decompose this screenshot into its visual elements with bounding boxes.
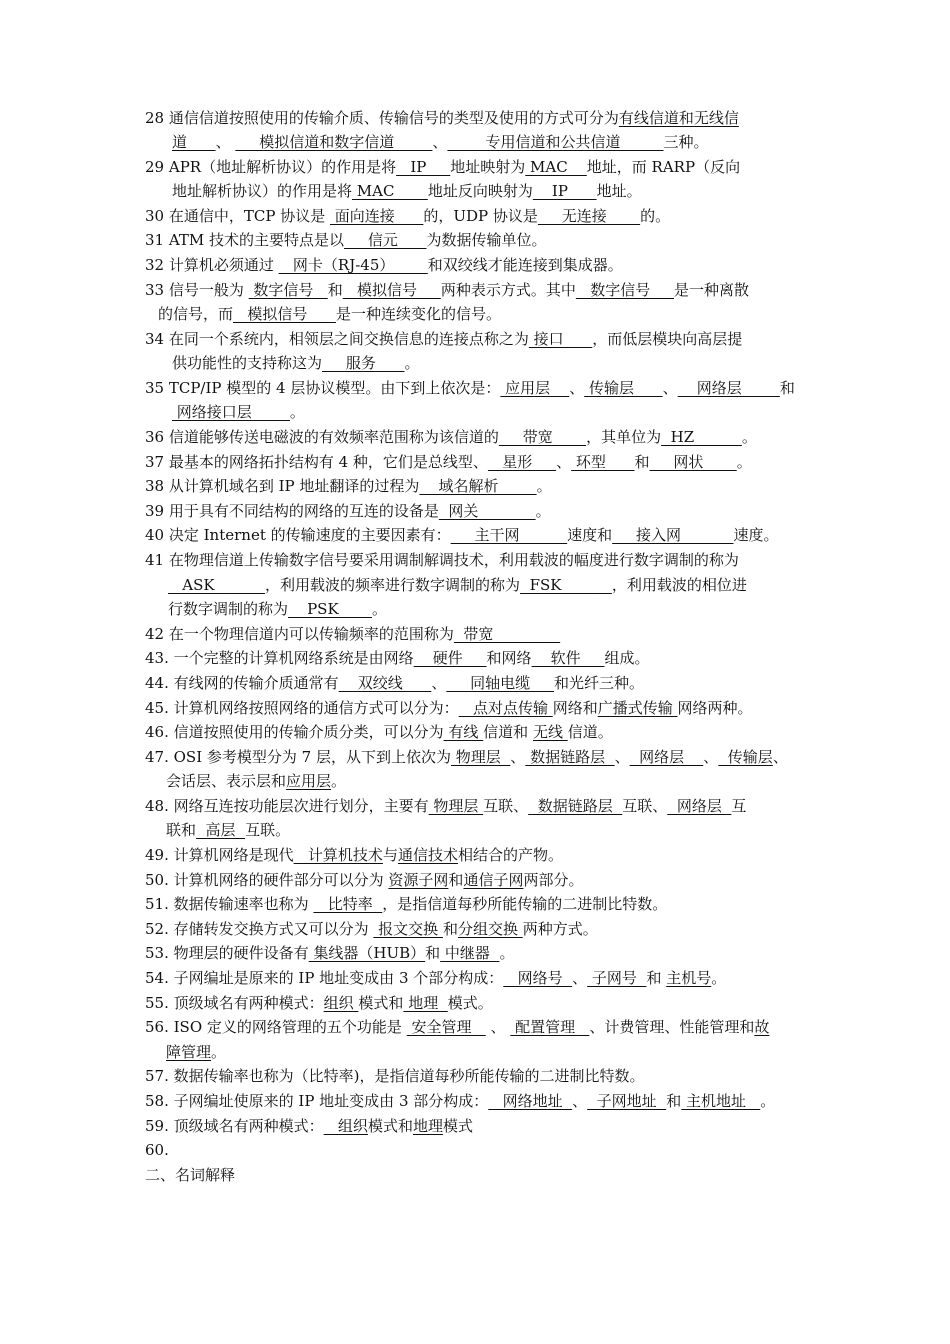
answer-blank: 子网地址 — [587, 1092, 667, 1110]
question-text: 模式和 — [367, 1117, 413, 1135]
text-line — [0, 376, 950, 400]
text-line — [0, 1114, 950, 1138]
answer-blank: 网络接口层 — [172, 403, 290, 421]
question-text: 会话层、表示层和 — [166, 772, 287, 790]
answer-blank: 故 — [754, 1018, 770, 1036]
answer-blank: 数字信号 — [575, 281, 675, 299]
text-line — [0, 155, 950, 179]
answer-blank: 服务 — [322, 354, 405, 372]
question-text: 39 用于具有不同结构的网络的互连的设备是 — [145, 502, 439, 520]
answer-blank: 应用层 — [500, 379, 570, 397]
question-text: 为数据传输单位。 — [426, 231, 547, 249]
text-line — [0, 991, 950, 1015]
text-line — [0, 278, 950, 302]
question-text: 联和 — [166, 821, 197, 839]
answer-blank: 带宽 — [453, 625, 561, 643]
answer-blank: 有线信道和无线信 — [618, 109, 739, 127]
answer-blank: ASK _ — [168, 576, 266, 594]
text-line — [0, 253, 950, 277]
question-text: 信道和 — [483, 723, 533, 741]
answer-blank: 主干网 — [450, 526, 568, 544]
question-text: 供功能性的支持称这为 — [172, 354, 323, 372]
question-text: 。 — [404, 354, 420, 372]
answer-blank: 广播式传输 — [597, 699, 678, 717]
question-text: 、 — [703, 748, 719, 766]
answer-blank: 数据链路层 — [528, 797, 623, 815]
answer-blank: 主机地址 — [681, 1092, 761, 1110]
text-line — [0, 843, 950, 867]
question-text: 两种表示方式。其中 — [440, 281, 576, 299]
answer-blank: 通信技术 — [397, 846, 458, 864]
question-text: 地址，而 RARP（反向 — [586, 158, 741, 176]
question-text: 地址。 — [596, 182, 642, 200]
question-text: 42 在一个物理信道内可以传输频率的范围称为 — [145, 625, 454, 643]
answer-blank: 计算机技术 — [293, 846, 383, 864]
question-text: 网络和 — [552, 699, 598, 717]
question-text: 60. — [145, 1141, 169, 1159]
question-text: 和 — [425, 944, 441, 962]
answer-blank: 分组交换 — [457, 920, 523, 938]
text-line — [0, 450, 950, 474]
question-text: ，其单位为 — [586, 428, 662, 446]
question-text: ，利用载波的相位进 — [611, 576, 747, 594]
text-line — [0, 523, 950, 547]
answer-blank: 比特率 — [313, 895, 383, 913]
question-text: 。 — [289, 403, 305, 421]
answer-blank: 模拟信号 — [233, 305, 336, 323]
question-text: 、 — [772, 748, 788, 766]
question-text: 34 在同一个系统内，相领层之间交换信息的连接点称之为 — [145, 330, 529, 348]
question-text: 模式。 — [447, 994, 493, 1012]
answer-blank: 配置管理 — [510, 1018, 590, 1036]
question-text: 35 TCP/IP 模型的 4 层协议模型。由下到上依次是： — [145, 379, 501, 397]
answer-blank: 物理层 — [450, 748, 511, 766]
question-text: 、 — [215, 133, 236, 151]
text-line — [0, 966, 950, 990]
question-text: 43. 一个完整的计算机网络系统是由网络 — [145, 649, 414, 667]
question-text: 的信号，而 — [158, 305, 234, 323]
text-line — [0, 622, 950, 646]
text-line — [0, 204, 950, 228]
text-line — [0, 917, 950, 941]
question-text: 速度和 — [567, 526, 613, 544]
text-line — [0, 130, 950, 154]
question-text: 40 决定 Internet 的传输速度的主要因素有： — [145, 526, 451, 544]
question-text: 50. 计算机网络的硬件部分可以分为 — [145, 871, 389, 889]
question-text: 37 最基本的网络拓扑结构有 4 种，它们是总线型、 — [145, 453, 488, 471]
question-text: 和 — [442, 920, 458, 938]
question-text: 、 — [431, 674, 447, 692]
question-text: 。 — [211, 1043, 227, 1061]
answer-blank: 软件 — [531, 649, 605, 667]
text-line — [0, 1138, 950, 1162]
answer-blank: 地理 — [412, 1117, 443, 1135]
text-line — [0, 597, 950, 621]
question-text: 。 — [741, 428, 757, 446]
question-text: 56. ISO 定义的网络管理的五个功能是 — [145, 1018, 407, 1036]
question-text: 57. 数据传输率也称为（比特率)，是指信道每秒所能传输的二进制比特数。 — [145, 1067, 645, 1085]
question-text: 和光纤三种。 — [554, 674, 645, 692]
answer-blank: 无连接 — [537, 207, 641, 225]
answer-blank: 硬件 — [413, 649, 487, 667]
question-text: 互 — [731, 797, 747, 815]
question-text: 的。 — [640, 207, 671, 225]
question-text: 三种。 — [663, 133, 709, 151]
question-text: 45. 计算机网络按照网络的通信方式可以分为： — [145, 699, 459, 717]
answer-blank: 通信子网 — [463, 871, 524, 889]
question-text: 是一种连续变化的信号。 — [335, 305, 501, 323]
text-line — [0, 499, 950, 523]
question-text: 信道。 — [567, 723, 613, 741]
question-text: 、 — [662, 379, 678, 397]
question-text: 58. 子网编址使原来的 IP 地址变成由 3 部分构成： — [145, 1092, 489, 1110]
text-line — [0, 941, 950, 965]
question-text: 速度。 — [733, 526, 779, 544]
answer-blank: 集线器（HUB） — [308, 944, 426, 962]
question-text: 36 信道能够传送电磁波的有效频率范围称为该信道的 — [145, 428, 499, 446]
text-line — [0, 671, 950, 695]
question-text: 互联、 — [483, 797, 529, 815]
text-line — [0, 228, 950, 252]
question-text: 模式 — [442, 1117, 473, 1135]
answer-blank: 有线 — [443, 723, 484, 741]
question-text: 。 — [711, 969, 727, 987]
question-text: 和双绞线才能连接到集成器。 — [427, 256, 623, 274]
answer-blank: 组织 — [323, 1117, 368, 1135]
question-text: 二、名词解释 — [145, 1166, 236, 1184]
answer-blank: 主机号 — [666, 969, 712, 987]
question-text: 和 — [666, 1092, 682, 1110]
answer-blank: 障管理 — [166, 1043, 212, 1061]
answer-blank: MAC — [352, 182, 428, 200]
answer-blank: 域名解析 — [419, 477, 537, 495]
question-text: 的，UDP 协议是 — [423, 207, 538, 225]
text-line — [0, 302, 950, 326]
answer-blank: 网络层 — [677, 379, 780, 397]
answer-blank: 高层 — [196, 821, 246, 839]
text-line — [0, 794, 950, 818]
question-text: 。 — [535, 502, 551, 520]
question-text: 59. 顶级域名有两种模式： — [145, 1117, 324, 1135]
question-text: 地址解析协议）的作用是将 — [172, 182, 353, 200]
question-text: 相结合的产物。 — [457, 846, 563, 864]
question-text: 54. 子网编址是原来的 IP 地址变成由 3 个部分构成： — [145, 969, 504, 987]
question-text: 和 — [779, 379, 795, 397]
answer-blank: 无线 — [532, 723, 568, 741]
answer-blank: 模拟信号 — [342, 281, 441, 299]
text-line — [0, 745, 950, 769]
question-text: 网络两种。 — [677, 699, 753, 717]
answer-blank: 带宽 — [498, 428, 587, 446]
question-text: 、 — [572, 969, 588, 987]
answer-blank: MAC — [525, 158, 587, 176]
question-text: 地址反向映射为 — [427, 182, 533, 200]
question-text: 和 — [448, 871, 464, 889]
question-text: 、 — [432, 133, 448, 151]
answer-blank: 安全管理 — [406, 1018, 486, 1036]
text-line — [0, 425, 950, 449]
answer-blank: HZ — [661, 428, 742, 446]
answer-blank: IP — [396, 158, 451, 176]
answer-blank: 模拟信道和数字信道 — [235, 133, 433, 151]
question-text: 两部分。 — [523, 871, 584, 889]
question-text: 和 — [327, 281, 343, 299]
text-line — [0, 720, 950, 744]
text-line — [0, 646, 950, 670]
question-text: 、 — [556, 453, 572, 471]
question-text: 。 — [499, 944, 515, 962]
answer-blank: 点对点传输 — [458, 699, 553, 717]
answer-blank: FSK _ — [520, 576, 612, 594]
question-text: 38 从计算机域名到 IP 地址翻译的过程为 — [145, 477, 420, 495]
answer-blank: 组织 — [323, 994, 359, 1012]
answer-blank: 网状 — [649, 453, 737, 471]
answer-blank: 报文交换 — [373, 920, 443, 938]
question-text: 互联、 — [622, 797, 668, 815]
question-text: 、 — [569, 379, 585, 397]
answer-blank: 网卡（RJ-45） — [278, 256, 428, 274]
text-line — [0, 1163, 950, 1187]
answer-blank: 接入网 — [612, 526, 734, 544]
text-line — [0, 548, 950, 572]
question-text: 、 — [485, 1018, 511, 1036]
question-text: 49. 计算机网络是现代 — [145, 846, 294, 864]
question-text: 和 — [646, 969, 667, 987]
text-line — [0, 106, 950, 130]
text-line — [0, 892, 950, 916]
question-text: 48. 网络互连按功能层次进行划分，主要有 — [145, 797, 429, 815]
text-line — [0, 818, 950, 842]
question-text: 32 计算机必须通过 — [145, 256, 279, 274]
answer-blank: 星形 — [487, 453, 557, 471]
answer-blank: 数字信号 — [248, 281, 328, 299]
question-text: 组成。 — [604, 649, 650, 667]
question-text: 地址映射为 — [450, 158, 526, 176]
answer-blank: 同轴电缆 — [446, 674, 555, 692]
text-line — [0, 400, 950, 424]
answer-blank: 专用信道和公共信道 — [447, 133, 664, 151]
text-line — [0, 474, 950, 498]
answer-blank: 双绞线 — [338, 674, 432, 692]
question-text: 互联。 — [245, 821, 291, 839]
answer-blank: PSK — [288, 600, 373, 618]
question-text: 29 APR（地址解析协议）的作用是将 — [145, 158, 397, 176]
answer-blank: 网络层 — [667, 797, 732, 815]
question-text: 是一种离散 — [674, 281, 750, 299]
answer-blank: 网络号 — [503, 969, 573, 987]
answer-blank: 网关 — [438, 502, 536, 520]
answer-blank: 接口 — [528, 330, 593, 348]
question-text: 模式和 — [358, 994, 404, 1012]
answer-blank: 传输层 — [718, 748, 773, 766]
text-line — [0, 696, 950, 720]
answer-blank: 面向连接 — [329, 207, 424, 225]
question-text: ，利用载波的频率进行数字调制的称为 — [265, 576, 521, 594]
question-text: 。 — [331, 772, 347, 790]
text-line — [0, 1089, 950, 1113]
answer-blank: 物理层 — [428, 797, 484, 815]
text-line — [0, 1015, 950, 1039]
text-line — [0, 1040, 950, 1064]
answer-blank: IP — [532, 182, 597, 200]
question-text: 53. 物理层的硬件设备有 — [145, 944, 309, 962]
question-text: 行数字调制的称为 — [168, 600, 289, 618]
question-text: 、 — [614, 748, 630, 766]
question-text: 与 — [382, 846, 398, 864]
question-text: 和网络 — [486, 649, 532, 667]
text-line — [0, 351, 950, 375]
question-text: 31 ATM 技术的主要特点是以 — [145, 231, 344, 249]
answer-blank: 网络层 — [629, 748, 704, 766]
question-text: 、计费管理、性能管理和 — [589, 1018, 755, 1036]
question-text: 41 在物理信道上传输数字信号要采用调制解调技术，利用载波的幅度进行数字调制的称为 — [145, 551, 739, 569]
question-text: 51. 数据传输速率也称为 — [145, 895, 314, 913]
answer-blank: 信元 — [344, 231, 427, 249]
question-text: 44. 有线网的传输介质通常有 — [145, 674, 339, 692]
text-line — [0, 327, 950, 351]
question-text: 28 通信信道按照使用的传输介质、传输信号的类型及使用的方式可分为 — [145, 109, 619, 127]
question-text: 55. 顶级域名有两种模式： — [145, 994, 324, 1012]
question-text: 33 信号一般为 — [145, 281, 249, 299]
question-text: ，是指信道每秒所能传输的二进制比特数。 — [382, 895, 668, 913]
answer-blank: 应用层 — [286, 772, 332, 790]
text-line — [0, 868, 950, 892]
question-text: 30 在通信中，TCP 协议是 — [145, 207, 330, 225]
answer-blank: 传输层 — [584, 379, 663, 397]
question-text: 。 — [536, 477, 552, 495]
question-text: 两种方式。 — [522, 920, 598, 938]
question-text: 。 — [372, 600, 388, 618]
text-line — [0, 1064, 950, 1088]
answer-blank: 网络地址 — [488, 1092, 573, 1110]
question-text: ，而低层模块向高层提 — [592, 330, 743, 348]
text-line — [0, 769, 950, 793]
answer-blank: 地理 — [403, 994, 448, 1012]
answer-blank: 环型 — [571, 453, 635, 471]
question-text: 。 — [760, 1092, 776, 1110]
question-text: 、 — [572, 1092, 588, 1110]
question-text: 和 — [634, 453, 650, 471]
question-text: 、 — [510, 748, 526, 766]
question-text: 52. 存储转发交换方式又可以分为 — [145, 920, 374, 938]
answer-blank: 资源子网 — [388, 871, 449, 889]
answer-blank: 中继器 — [440, 944, 500, 962]
answer-blank: 子网号 — [587, 969, 647, 987]
question-text: 。 — [736, 453, 752, 471]
answer-blank: 道 — [172, 133, 216, 151]
question-text: 47. OSI 参考模型分为 7 层，从下到上依次为 — [145, 748, 451, 766]
text-line — [0, 573, 950, 597]
question-text: 46. 信道按照使用的传输介质分类，可以分为 — [145, 723, 444, 741]
answer-blank: 数据链路层 — [525, 748, 615, 766]
text-line — [0, 179, 950, 203]
